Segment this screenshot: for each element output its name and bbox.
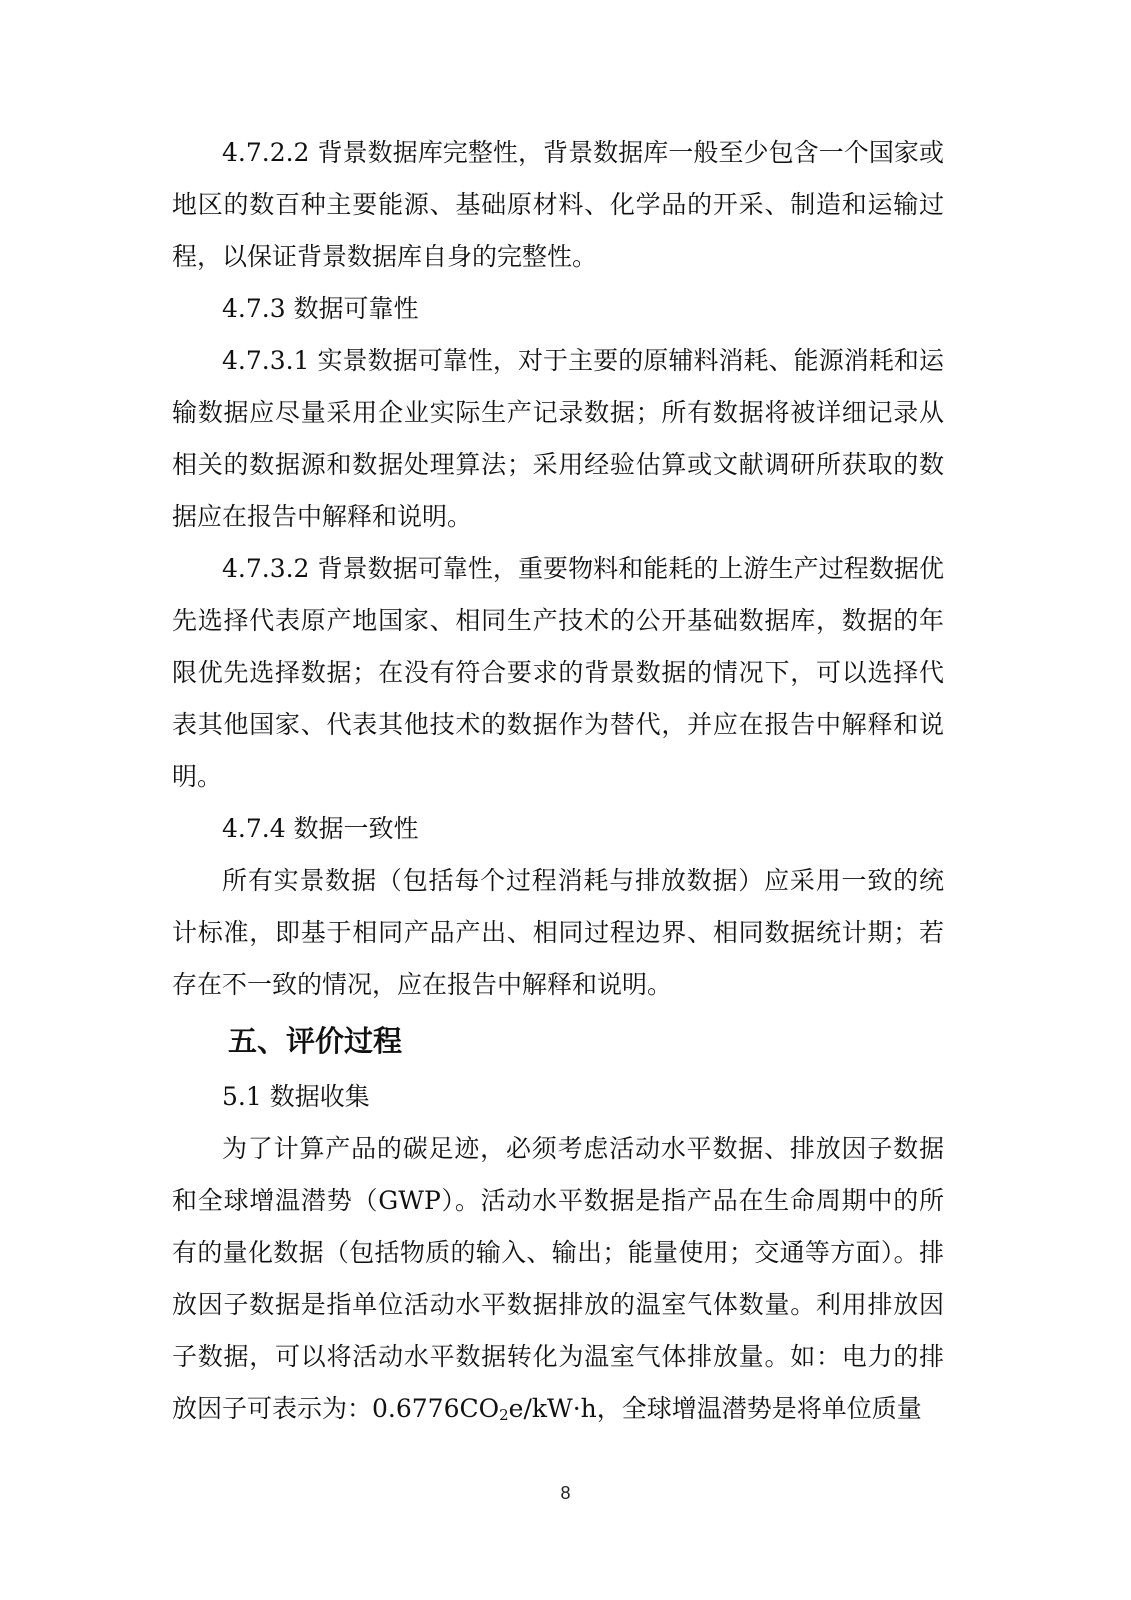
subheading-4-7-4: 4.7.4 数据一致性 — [222, 814, 419, 843]
subheading-5-1: 5.1 数据收集 — [222, 1082, 370, 1111]
paragraph-5-1 — [172, 1123, 944, 1435]
section-5-title: 五、评价过程 — [228, 1024, 403, 1058]
paragraph-5-1-text-end: e/kW·h，全球增温潜势是将单位质量 — [508, 1394, 922, 1423]
paragraph-4-7-2-2: 4.7.2.2 背景数据库完整性，背景数据库一般至少包含一个国家或地区的数百种主要能源、基础原材料、化学品的开采、制造和运输过程，以保证背景数据库自身的完整性。 — [172, 138, 944, 271]
page-body — [172, 127, 944, 1435]
page-number: 8 — [560, 1483, 571, 1503]
co2-subscript: 2 — [499, 1406, 509, 1424]
paragraph-4-7-4: 所有实景数据（包括每个过程消耗与排放数据）应采用一致的统计标准，即基于相同产品产出、相同过程边界、相同数据统计期；若存在不一致的情况，应在报告中解释和说明。 — [172, 866, 944, 999]
paragraph-4-7-3-2: 4.7.3.2 背景数据可靠性，重要物料和能耗的上游生产过程数据优先选择代表原产地国家、相同生产技术的公开基础数据库，数据的年限优先选择数据；在没有符合要求的背景数据的情况下，可以选择代表其他国家、代表其他技术的数据作为替代，并应在报告中解释和说明。 — [172, 554, 944, 791]
subheading-4-7-3: 4.7.3 数据可靠性 — [222, 294, 419, 323]
paragraph-4-7-3-1: 4.7.3.1 实景数据可靠性，对于主要的原辅料消耗、能源消耗和运输数据应尽量采用企业实际生产记录数据；所有数据将被详细记录从相关的数据源和数据处理算法；采用经验估算或文献调研所获取的数据应在报告中解释和说明。 — [172, 346, 944, 531]
paragraph-5-1-text-start: 为了计算产品的碳足迹，必须考虑活动水平数据、排放因子数据和全球增温潜势（GWP）。活动水平数据是指产品在生命周期中的所有的量化数据（包括物质的输入、输出；能量使用；交通等方面）。排放因子数据是指单位活动水平数据排放的温室气体数量。利用排放因子数据，可以将活动水平数据转化为温室气体排放量。如：电力的排放因子可表示为：0.6776CO — [172, 1134, 944, 1423]
